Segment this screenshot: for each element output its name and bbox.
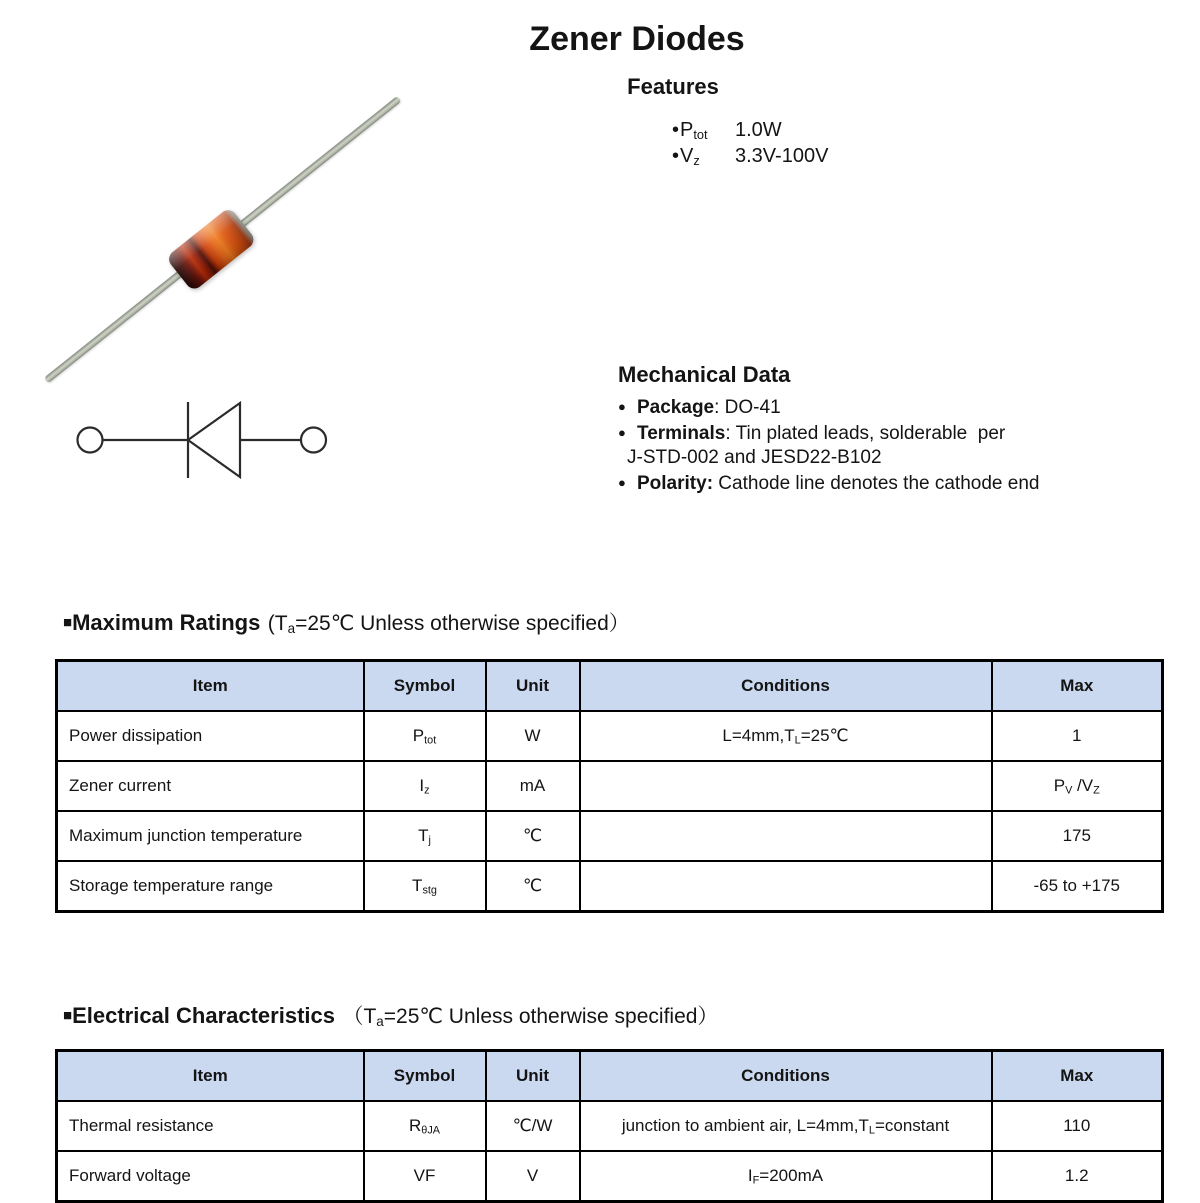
- table-row: [57, 761, 1163, 811]
- mechanical-heading: Mechanical Data: [618, 362, 791, 387]
- symbol-cell: $P_{tot}$: [364, 711, 486, 761]
- unit-cell: V: [486, 1151, 580, 1202]
- bullet-icon: •: [672, 118, 680, 141]
- col-header-item: Item: [57, 661, 364, 712]
- unit-cell: mA: [486, 761, 580, 811]
- bullet-icon: •: [672, 144, 680, 167]
- feature-item: [672, 117, 828, 143]
- conditions-cell: [580, 861, 992, 912]
- list-item: ● Package: DO-41: [618, 397, 781, 418]
- symbol-cell: VF: [364, 1151, 486, 1202]
- col-header-max: Max: [992, 1051, 1163, 1102]
- features-heading: Features: [627, 74, 719, 99]
- section-subtitle: ($T_a=25℃$ Unless otherwise specified）: [267, 612, 630, 636]
- table-row: [57, 1151, 1163, 1202]
- col-header-conditions: Conditions: [580, 661, 992, 712]
- symbol-cell: $T_j$: [364, 811, 486, 861]
- item-cell: Maximum junction temperature: [57, 811, 364, 861]
- mechanical-data-section: [618, 362, 1098, 496]
- col-header-symbol: Symbol: [364, 661, 486, 712]
- table-header-row: [57, 1051, 1163, 1102]
- diode-rotated-wrapper: [32, 81, 414, 399]
- section-subtitle: （$T_a=25℃$ Unless otherwise specified）: [342, 1005, 719, 1029]
- conditions-cell: [580, 761, 992, 811]
- symbol-cell: $R_{\theta JA}$: [364, 1101, 486, 1151]
- symbol-cell: $T_{stg}$: [364, 861, 486, 912]
- conditions-cell: [580, 811, 992, 861]
- table-row: [57, 811, 1163, 861]
- square-bullet-icon: ■: [63, 1007, 73, 1024]
- max-ratings-heading: [63, 607, 630, 637]
- max-cell: -65 to +175: [992, 861, 1163, 912]
- unit-cell: ℃: [486, 861, 580, 912]
- max-cell: 110: [992, 1101, 1163, 1151]
- section-title: Maximum Ratings: [72, 610, 261, 635]
- item-cell: Forward voltage: [57, 1151, 364, 1202]
- page-title: Zener Diodes: [529, 20, 745, 58]
- col-header-conditions: Conditions: [580, 1051, 992, 1102]
- max-cell: $P_V$ $/V_Z$: [992, 761, 1163, 811]
- conditions-cell: junction to ambient air, $L=4mm,T_L=constant$: [580, 1101, 992, 1151]
- unit-cell: W: [486, 711, 580, 761]
- list-item: ● Polarity: Cathode line denotes the cathode end: [618, 472, 1040, 494]
- feature-label: $V_z$: [680, 144, 700, 168]
- electrical-characteristics-heading: [63, 1000, 718, 1030]
- feature-item: [672, 143, 828, 169]
- table-row: [57, 861, 1163, 912]
- do41-diode-photo: [28, 78, 440, 390]
- max-cell: 175: [992, 811, 1163, 861]
- features-list: [672, 117, 828, 169]
- item-cell: Storage temperature range: [57, 861, 364, 912]
- table-header-row: [57, 661, 1163, 712]
- terminal-circle-left: [78, 428, 103, 453]
- table-row: [57, 711, 1163, 761]
- max-ratings-table: [55, 659, 1164, 913]
- feature-value: 1.0W: [735, 118, 782, 141]
- max-cell: 1.2: [992, 1151, 1163, 1202]
- unit-cell: ℃: [486, 811, 580, 861]
- col-header-item: Item: [57, 1051, 364, 1102]
- conditions-cell: $L=4mm,T_L=25℃$: [580, 711, 992, 761]
- item-cell: Power dissipation: [57, 711, 364, 761]
- col-header-symbol: Symbol: [364, 1051, 486, 1102]
- item-cell: Thermal resistance: [57, 1101, 364, 1151]
- col-header-unit: Unit: [486, 1051, 580, 1102]
- symbol-cell: $I_z$: [364, 761, 486, 811]
- diode-schematic-symbol: [60, 394, 360, 486]
- feature-value: 3.3V-100V: [735, 144, 829, 167]
- list-item: ● Terminals: Tin plated leads, solderable per: [618, 422, 1006, 444]
- conditions-cell: $I_F=200mA$: [580, 1151, 992, 1202]
- bullet-icon: ●: [618, 399, 626, 414]
- feature-label: $P_{tot}$: [680, 118, 708, 142]
- item-cell: Zener current: [57, 761, 364, 811]
- square-bullet-icon: ■: [63, 614, 73, 631]
- terminal-circle-right: [301, 428, 326, 453]
- bullet-icon: ●: [618, 474, 626, 490]
- table-row: [57, 1101, 1163, 1151]
- electrical-characteristics-table: [55, 1049, 1164, 1203]
- max-cell: 1: [992, 711, 1163, 761]
- bullet-icon: ●: [618, 424, 626, 440]
- section-title: Electrical Characteristics: [72, 1003, 335, 1028]
- col-header-unit: Unit: [486, 661, 580, 712]
- unit-cell: ℃/W: [486, 1101, 580, 1151]
- list-item-continuation: J-STD-002 and JESD22-B102: [627, 447, 882, 468]
- diode-triangle: [188, 403, 240, 477]
- col-header-max: Max: [992, 661, 1163, 712]
